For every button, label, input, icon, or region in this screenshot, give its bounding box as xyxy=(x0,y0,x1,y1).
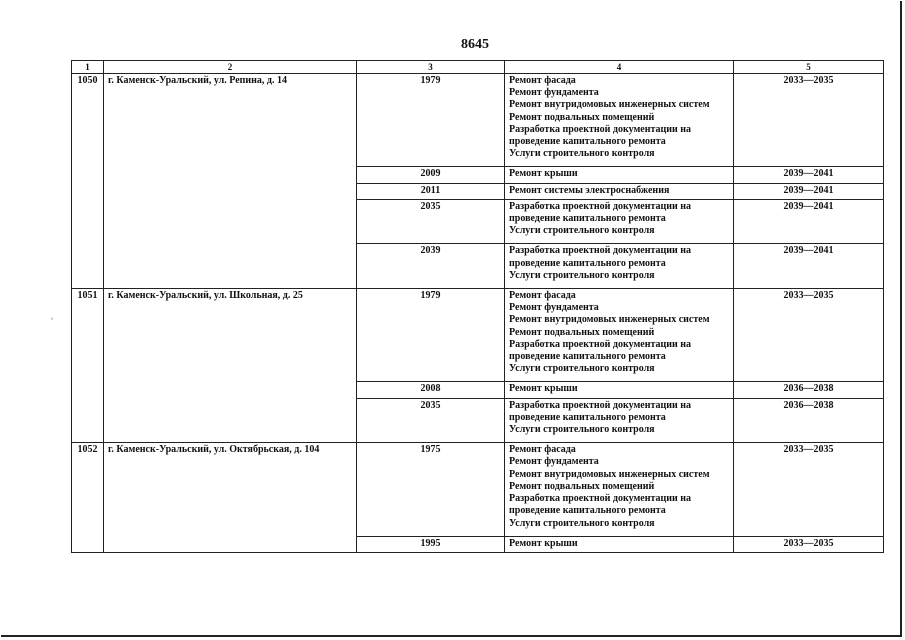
work-item: Услуги строительного контроля xyxy=(509,225,655,237)
work-item: Ремонт подвальных помещений xyxy=(509,326,655,338)
work-item: Ремонт внутридомовых инженерных систем xyxy=(509,468,710,480)
year-cell: 1979 xyxy=(357,289,505,382)
work-item: Ремонт фасада xyxy=(509,75,576,86)
period-cell: 2033—2035 xyxy=(734,536,884,552)
year-cell: 1975 xyxy=(357,443,505,536)
work-item: Ремонт фасада xyxy=(509,290,576,302)
work-item: проведение капитального ремонта xyxy=(509,257,666,269)
work-item: Разработка проектной документации на xyxy=(509,493,692,505)
work-item: проведение капитального ремонта xyxy=(509,411,666,423)
work-item: Услуги строительного контроля xyxy=(509,148,655,160)
table-row xyxy=(72,443,884,536)
works-cell xyxy=(505,74,734,167)
building-address xyxy=(104,74,357,289)
works-cell xyxy=(505,443,734,536)
building-address xyxy=(104,443,357,553)
address-text: г. Каменск-Уральский, ул. Школьная, д. 25 xyxy=(108,290,303,302)
header-row xyxy=(72,61,884,74)
work-item: Услуги строительного контроля xyxy=(509,517,655,529)
work-item: Разработка проектной документации на xyxy=(509,245,692,257)
works-cell xyxy=(505,167,734,183)
period-cell: 2039—2041 xyxy=(734,167,884,183)
works-cell xyxy=(505,382,734,398)
period-cell: 2033—2035 xyxy=(734,289,884,382)
year-cell: 2011 xyxy=(357,183,505,199)
work-item: Ремонт крыши xyxy=(509,168,578,180)
year-cell: 2008 xyxy=(357,382,505,398)
repair-schedule-table xyxy=(71,60,884,553)
work-item: Ремонт внутридомовых инженерных систем xyxy=(509,99,710,111)
work-item: Услуги строительного контроля xyxy=(509,363,655,375)
work-item: проведение капитального ремонта xyxy=(509,213,666,225)
work-item: Разработка проектной документации на xyxy=(509,399,692,411)
column-header-4: 4 xyxy=(505,61,734,74)
year-cell: 2009 xyxy=(357,167,505,183)
column-header-5: 5 xyxy=(734,61,884,74)
building-number: 1051 xyxy=(72,289,104,443)
work-item: Ремонт фундамента xyxy=(509,456,599,468)
scan-speck: ˛ xyxy=(51,311,54,320)
works-cell xyxy=(505,398,734,443)
table-row xyxy=(72,74,884,167)
work-item: Услуги строительного контроля xyxy=(509,269,655,281)
year-cell: 2035 xyxy=(357,199,505,244)
page-number: 8645 xyxy=(461,37,489,52)
works-cell xyxy=(505,244,734,289)
address-text: г. Каменск-Уральский, ул. Репина, д. 14 xyxy=(108,75,287,86)
period-cell: 2039—2041 xyxy=(734,183,884,199)
table-row xyxy=(72,289,884,382)
table-body xyxy=(72,74,884,553)
work-item: проведение капитального ремонта xyxy=(509,136,666,148)
work-item: Ремонт системы электроснабжения xyxy=(509,184,670,196)
year-cell: 1979 xyxy=(357,74,505,167)
column-header-3: 3 xyxy=(357,61,505,74)
period-cell: 2039—2041 xyxy=(734,199,884,244)
work-item: Ремонт крыши xyxy=(509,537,578,549)
period-cell: 2036—2038 xyxy=(734,382,884,398)
work-item: Ремонт фундамента xyxy=(509,302,599,314)
work-item: Ремонт внутридомовых инженерных систем xyxy=(509,314,710,326)
works-cell xyxy=(505,199,734,244)
work-item: Ремонт крыши xyxy=(509,383,578,395)
year-cell: 1995 xyxy=(357,536,505,552)
building-number: 1052 xyxy=(72,443,104,553)
period-cell: 2033—2035 xyxy=(734,74,884,167)
work-item: проведение капитального ремонта xyxy=(509,351,666,363)
building-address xyxy=(104,289,357,443)
works-cell xyxy=(505,289,734,382)
work-item: Ремонт фундамента xyxy=(509,87,599,99)
period-cell: 2036—2038 xyxy=(734,398,884,443)
work-item: Разработка проектной документации на xyxy=(509,200,692,212)
work-item: Ремонт подвальных помещений xyxy=(509,480,655,492)
building-number: 1050 xyxy=(72,74,104,289)
period-cell: 2033—2035 xyxy=(734,443,884,536)
period-cell: 2039—2041 xyxy=(734,244,884,289)
column-header-1: 1 xyxy=(72,61,104,74)
work-item: Услуги строительного контроля xyxy=(509,424,655,436)
works-cell xyxy=(505,536,734,552)
work-item: Разработка проектной документации на xyxy=(509,123,692,135)
work-item: Разработка проектной документации на xyxy=(509,338,692,350)
work-item: Ремонт фасада xyxy=(509,444,576,456)
work-item: проведение капитального ремонта xyxy=(509,505,666,517)
address-text: г. Каменск-Уральский, ул. Октябрьская, д. 104 xyxy=(108,444,320,456)
works-cell xyxy=(505,183,734,199)
year-cell: 2035 xyxy=(357,398,505,443)
work-item: Ремонт подвальных помещений xyxy=(509,111,655,123)
column-header-2: 2 xyxy=(104,61,357,74)
year-cell: 2039 xyxy=(357,244,505,289)
